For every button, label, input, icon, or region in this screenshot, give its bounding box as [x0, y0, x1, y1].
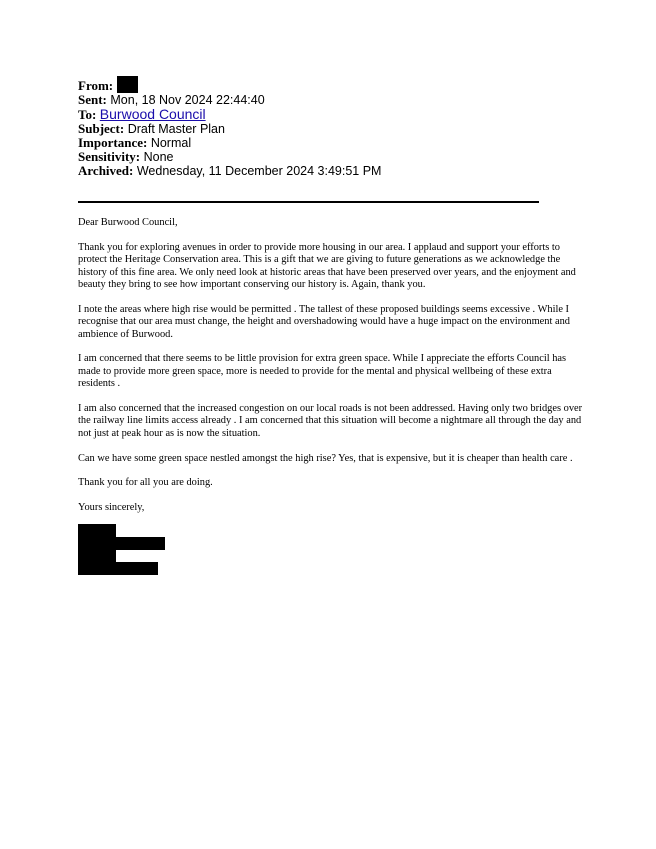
subject-value: Draft Master Plan: [127, 122, 225, 136]
sent-value: Mon, 18 Nov 2024 22:44:40: [110, 93, 265, 107]
sensitivity-value: None: [143, 150, 174, 164]
from-label: From:: [78, 78, 114, 93]
importance-row: [78, 136, 578, 150]
redaction-block: [78, 550, 116, 562]
paragraph-health: Can we have some green space nestled amongst the high rise? Yes, that is expensive, but it is cheaper than health care .: [78, 452, 573, 464]
sender-redaction: [117, 76, 138, 93]
sent-row: [78, 93, 578, 107]
importance-value: Normal: [150, 136, 192, 150]
greeting: Dear Burwood Council,: [78, 217, 178, 228]
from-row: [78, 76, 578, 93]
sensitivity-row: [78, 150, 578, 164]
archived-label: Archived:: [78, 163, 134, 178]
redaction-block: [78, 562, 158, 575]
sent-label: Sent:: [78, 92, 107, 107]
redaction-block: [78, 524, 116, 537]
paragraph-heritage: Thank you for exploring avenues in order to provide more housing in our area. I applaud and support your efforts to protect the Heritage Conservation area. This is a gift that we are giving to future generations as we acknowledge the history of this fine area. We only need look at historic areas that have been preserved over years, and the enjoyment and beauty they bring to see how important conserving our history is. Again, thank you.: [78, 241, 576, 291]
archived-row: [78, 164, 578, 178]
archived-value: Wednesday, 11 December 2024 3:49:51 PM: [136, 164, 382, 178]
email-header: [78, 76, 578, 178]
to-recipient-link[interactable]: Burwood Council: [99, 106, 206, 122]
subject-row: [78, 122, 578, 136]
redaction-block: [78, 537, 165, 550]
paragraph-thanks: Thank you for all you are doing.: [78, 477, 213, 489]
email-body: [78, 217, 583, 527]
subject-label: Subject:: [78, 121, 125, 136]
paragraph-green-space: I am concerned that there seems to be little provision for extra green space. While I appreciate the efforts Council has made to provide more green space, more is needed to provide for the mental and physical wellbeing of these extra residents .: [78, 353, 567, 390]
sensitivity-label: Sensitivity:: [78, 149, 141, 164]
importance-label: Importance:: [78, 135, 148, 150]
to-label: To:: [78, 107, 97, 122]
closing: Yours sincerely,: [78, 502, 145, 514]
paragraph-congestion: I am also concerned that the increased congestion on our local roads is not been addressed. Having only two bridges over the railway line limits access already . I am concerned that this situation will become a nightmare all through the day and not just at peak hour as is now the situation.: [78, 403, 583, 439]
to-row: [78, 107, 578, 122]
header-divider: [78, 201, 539, 203]
paragraph-high-rise: I note the areas where high rise would be permitted . The tallest of these proposed buildings seems excessive . While I recognise that our area must change, the height and overshadowing would have a huge impact on the environment and ambience of Burwood.: [78, 303, 570, 340]
